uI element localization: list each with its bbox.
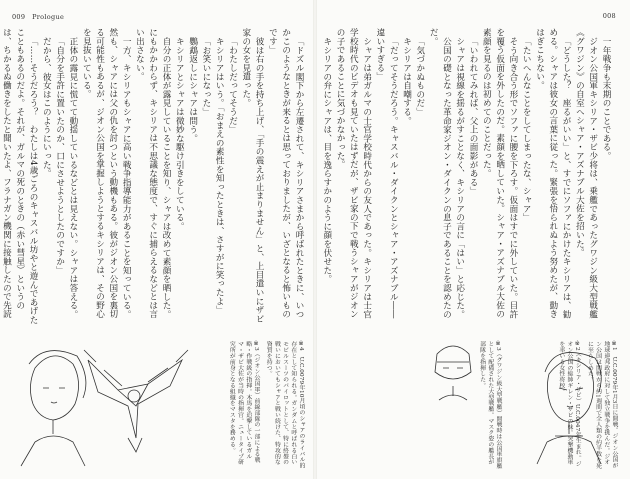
right-paragraph: 「いわれてみれば、父上の面影がある」 [468,36,479,195]
left-paragraph: キシリアとシャアは微妙な駆け引きをしている。 [174,36,185,231]
footnote: ※4 U.C.0079年10月頃のシャアのライバル的存在として知られる。ガンダムと呼ばれる白いモビルスーツのパイロットとして、特に終盤の戦いにおいてもシャアと戦い続けた、特攻的な資質を持つ。 [265,341,304,469]
footnote: ※2（キシリア・ザビ）U.C.0047年生まれ。ジオン公国の総帥ギレン・ザビの妹。突撃機動軍を率いる女性将校。 [557,341,581,467]
right-paragraph: 「たいへんなことをしてしまったな、シャア」 [521,36,532,222]
left-page-header: 009 Prologue [12,13,65,21]
right-paragraph: キシリアの弁にシャアは、目を逸らすかのように顔を伏せた。 [321,36,332,283]
left-paragraph: 「わたしだってそうだ」 [227,36,238,134]
right-page [315,0,630,479]
left-paragraph: 「自分を手許に置いたのか、口にさせようとしたのですか」 [54,36,65,275]
left-paragraph: 「……そうだろう？ わたしは4歳ごろのキャスバル坊やと遊んであげたこともあるのだよ。それが、ガルマの死のときの（赤い彗星）というのは、ちかるぬ働きをしたと聞いたよ、フラナガン機関に接触したので先読 [1,28,39,324]
character-woman-illustration [5,338,101,466]
right-paragraph: 公国の礎となった革命家ジオン・ダイクンの息子であることを認めたのだ。 [428,28,452,319]
right-paragraph: そう向き合う形でソファに腰を下ろす。仮面はすでに外していた。目許を覆う仮面を外したのだ。素顔を晒していた。シャア・アズナブル大佐の素顔を見るのは初めてのことだった。 [481,28,518,319]
left-paragraph: だから、彼女はこのようにいった。 [41,36,52,178]
left-paragraph: 鸚鵡返しにシャアは問う。 [187,36,198,143]
left-paragraph: 彼は右の手を持ち上げ、「手の震えが止まりません」と、上目遣いにザビ家の女を見遣った。 [240,28,265,323]
right-paragraph: 「だってそうだろう。キャスバル・ダイクンとシャア・アズナブル――違いすぎる」 [374,28,399,319]
right-page-footnotes-2 [436,341,502,469]
right-paragraph: 「気づかぬものだ」 [414,36,425,116]
right-paragraph: ジオン公国軍キシリア・ザビ少将は、乗艦であったグワジン級大型戦艦《グワジン》の自室へシャア・アズナブル大佐を招いた。 [574,28,598,319]
left-paragraph: キシリアはいう。「おまえの素性を知ったときは、さすがに笑ったよ」 [214,36,225,314]
left-paragraph: 一方、キシリアもシャアに高い戦争指導能力があることを知っている。然も、シャアには父の仇を討つという動機もある。彼がジオン公国を裏切る可能性もあるが、ジオン公国を掌握しようとするキシリアは、その野心を見抜いている。 [81,28,132,319]
right-paragraph: シャアは弟ガルマの士官学校時代からの友人であった。キシリアは士官学校時代のビデオも見ていたはずだが、ザビ家の下で戦うシャアがジオンの子であることに気づかなかった。 [335,28,372,319]
left-paragraph: 正体の露見に慌てて動揺しているなどとは見えない。シャアは答える。 [67,36,78,319]
left-page-footnotes [100,341,305,469]
left-paragraph: 「お笑いになった」 [200,36,211,116]
right-page-body [321,28,612,324]
left-paragraph: 「ドズル閣下から左遷されて、キシリアさまから呼ばれたときに、いつかこのようなときが来るとは思っておりましたが、いざとなると怖いものです」 [267,28,304,319]
right-paragraph: 一年戦争も末期のことである。 [601,36,611,160]
right-page-header: 008 [602,12,616,20]
footnote: ※1 U.C.0079年1月3日に開戦。ジオン公国が地球連邦政府に対して独立戦争を挑んだ。ジオン公国は開戦から約1週間で全人類の約半数を死に至らしめた。 [586,341,617,469]
left-paragraph: 自分の正体が露見していることを知り、シャアは改めて素顔を晒した。にもかかわらず、キシリアは不思議な態度で、すぐに捕らえるなどとは言い出さない。 [134,28,172,319]
right-page-footnotes [514,341,618,469]
right-paragraph: 「どうした？ 座るがいい」と、すでにソファにかけたキシリアは、勧める。シャアは彼女の言葉に従った。緊張を悟られぬよう努めたが、動きはぎこちない。 [534,28,572,319]
footnote: ※3（グワジン級大型戦艦）開戦時は公国軍旗艦として配備された大型戦艦。マスク姿の艦長が部隊を指揮した。 [478,341,501,469]
right-paragraph: キシリアは自嘲する。 [401,36,412,125]
left-page-body [1,28,305,324]
footnote: ※3（ジオン公国軍）前線部隊の一部による戦略・作戦級の指揮。木馬を追撃しているガルマ・ザビ大佐が当時の指揮官。ニュータイプ研究所が前身となる組織をマスタを務める。 [228,341,259,465]
right-paragraph: シャアは視線を揺るがすことなく、キシリアの言に「はい」と応じた。 [454,36,465,319]
